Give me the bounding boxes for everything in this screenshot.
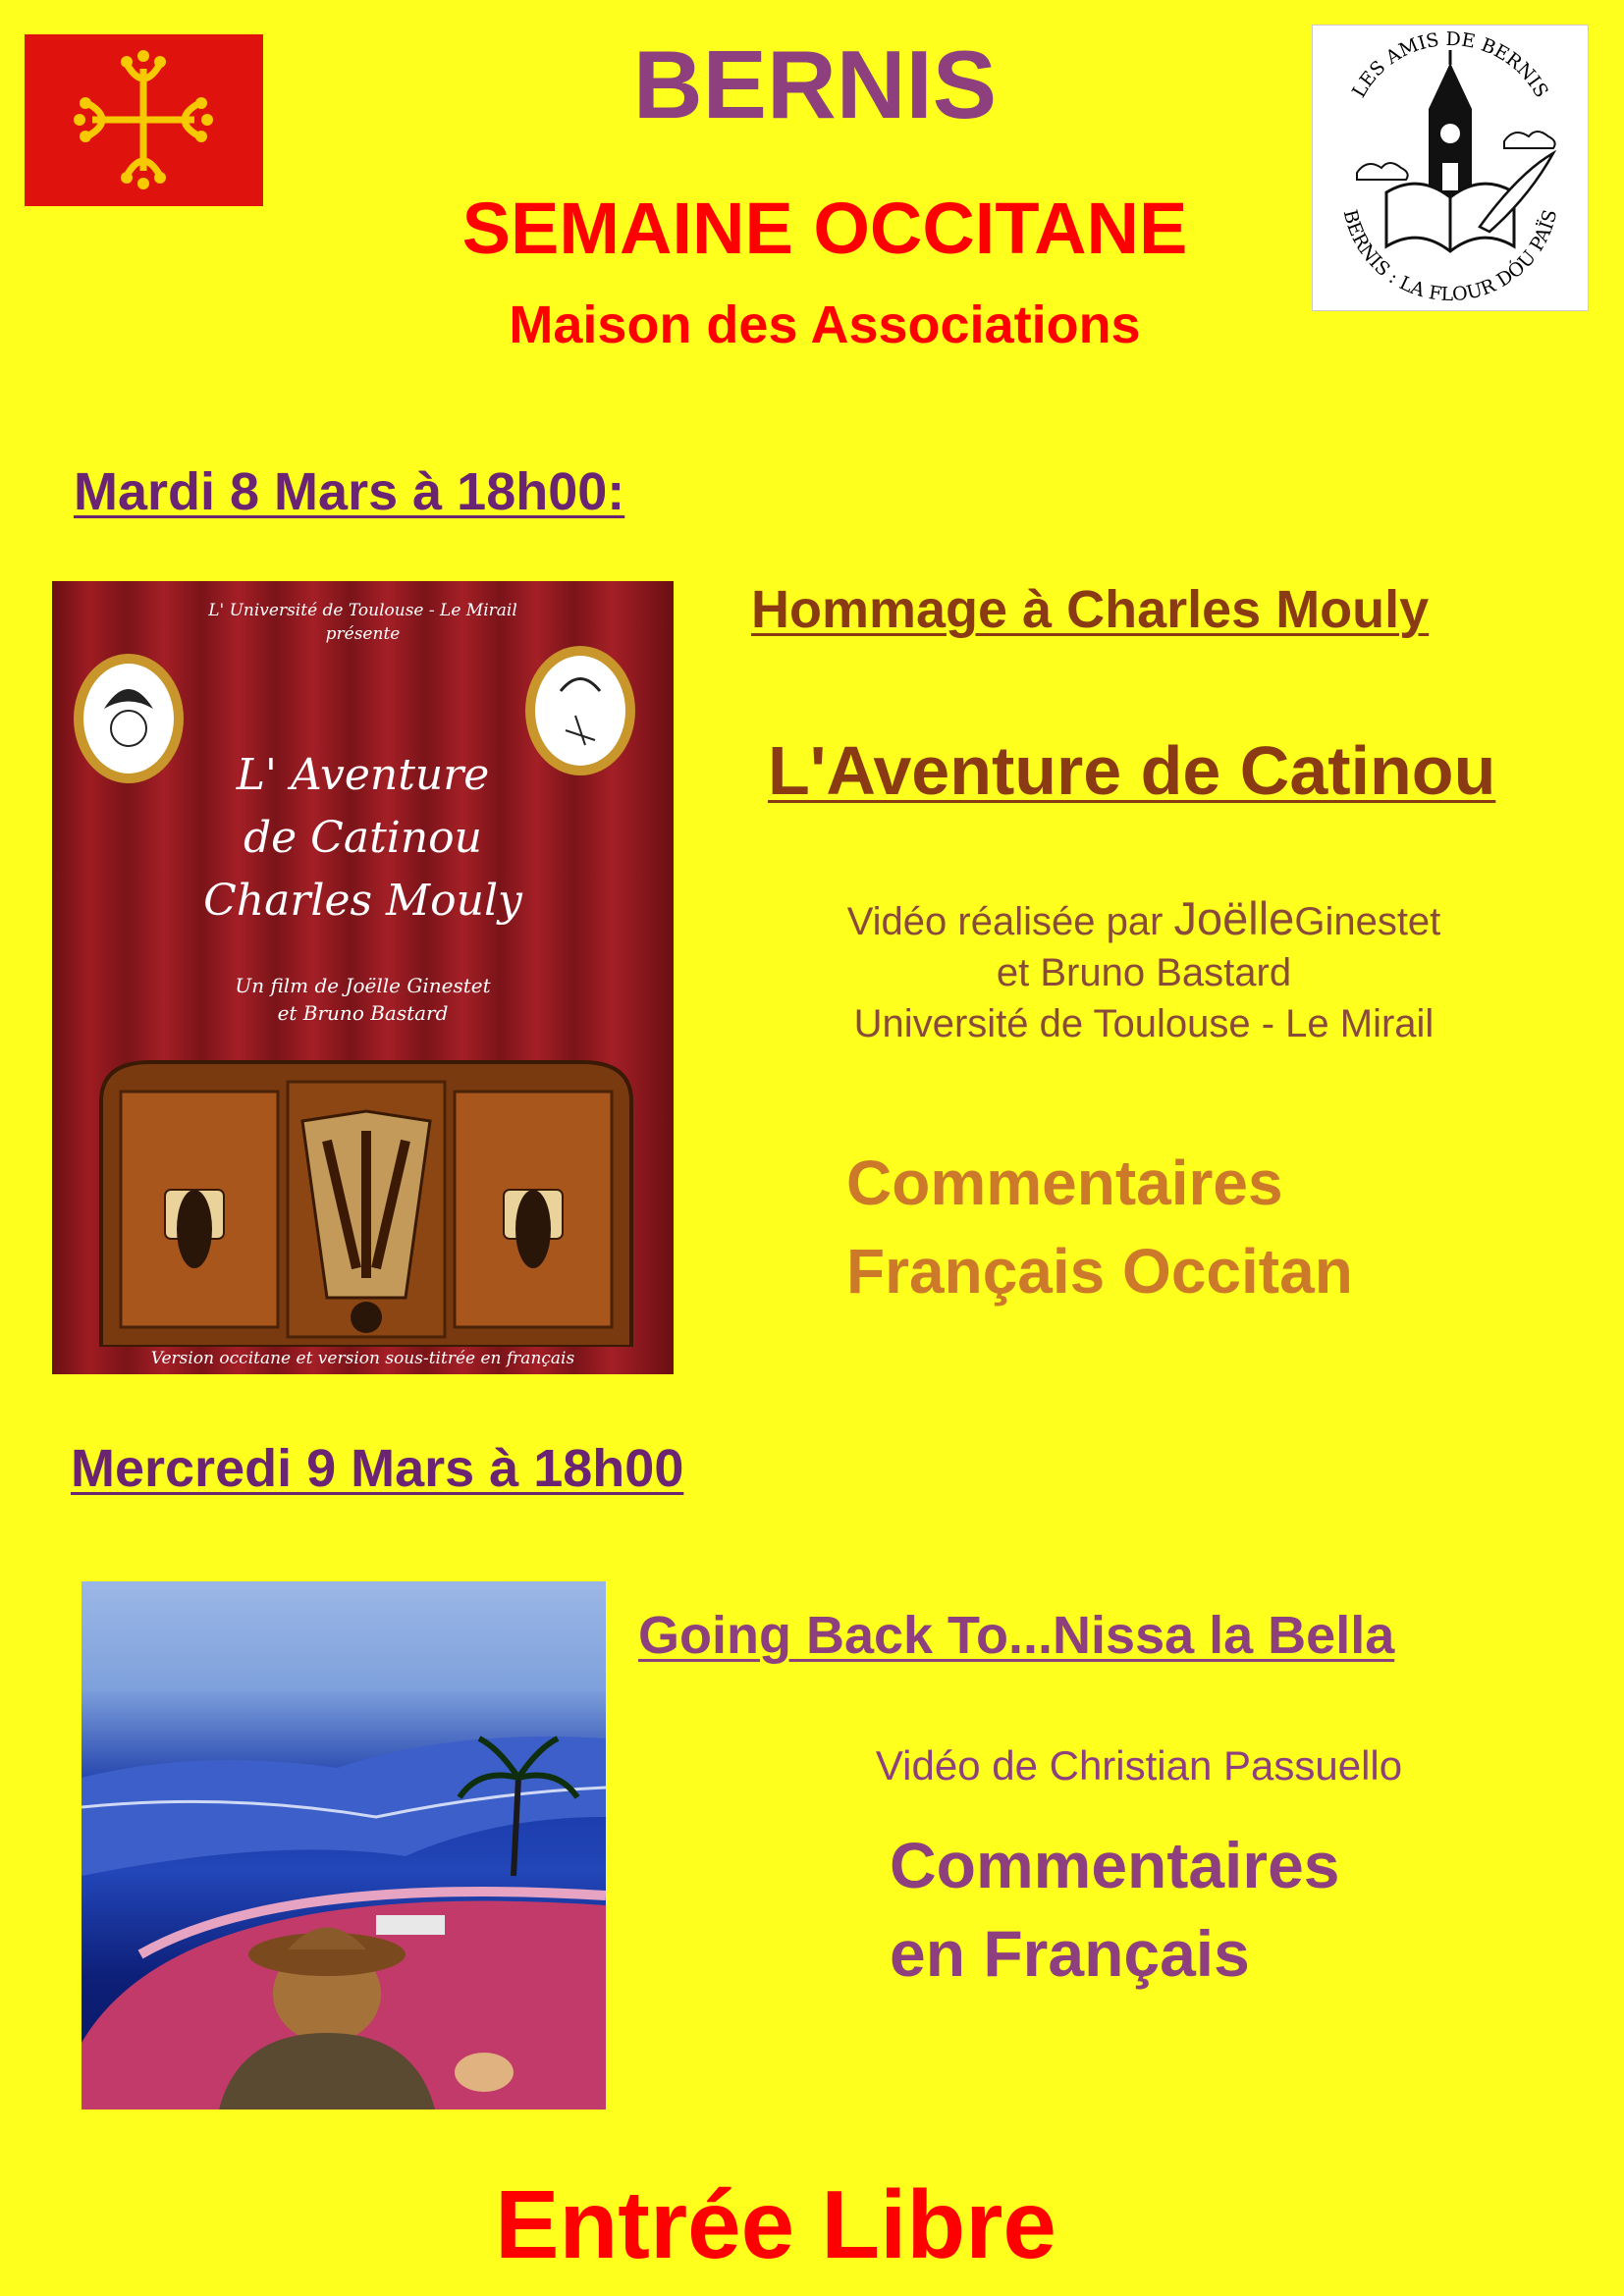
occitan-cross-icon xyxy=(25,34,263,206)
poster-film-by-2: et Bruno Bastard xyxy=(277,1001,449,1025)
venue-title: Maison des Associations xyxy=(509,295,1141,354)
credit-name-joelle: Joëlle xyxy=(1173,892,1295,944)
amis-de-bernis-logo xyxy=(1312,25,1589,311)
credit-line2: et Bruno Bastard xyxy=(996,951,1292,994)
poster-film-by: Un film de Joëlle Ginestet xyxy=(235,974,491,997)
day1-subtitle: Hommage à Charles Mouly xyxy=(751,580,1430,639)
day1-credits xyxy=(756,893,1532,1049)
car-view-illustration-icon xyxy=(81,1581,606,2109)
event-title: SEMAINE OCCITANE xyxy=(461,187,1188,269)
credit-line3: Université de Toulouse - Le Mirail xyxy=(853,1002,1435,1045)
day1-date: Mardi 8 Mars à 18h00: xyxy=(74,462,625,521)
entry-free: Entrée Libre xyxy=(495,2170,1056,2278)
day1-comments xyxy=(846,1139,1353,1315)
nissa-la-bella-poster xyxy=(81,1581,606,2109)
logo-bottom-text: BERNIS : LA FLOUR DÓU PAÏS xyxy=(1338,207,1562,306)
catinou-poster xyxy=(52,581,674,1374)
poster-title-line3: Charles Mouly xyxy=(203,876,522,926)
poster-presenter: L' Université de Toulouse - Le Mirail xyxy=(208,601,517,620)
logo-top-text: LES AMIS DE BERNIS xyxy=(1347,27,1553,102)
credit-prefix: Vidéo réalisée par xyxy=(846,900,1174,943)
day1-comment-line1: Commentaires xyxy=(846,1148,1283,1218)
day2-comment-line2: en Français xyxy=(890,1917,1250,1990)
vintage-radio-icon xyxy=(91,1052,641,1347)
town-title: BERNIS xyxy=(632,30,998,138)
day1-film-title: L'Aventure de Catinou xyxy=(768,732,1496,809)
day2-comments xyxy=(890,1821,1340,1998)
day2-date: Mercredi 9 Mars à 18h00 xyxy=(71,1439,684,1498)
day2-credit: Vidéo de Christian Passuello xyxy=(875,1742,1403,1789)
poster-presents: présente xyxy=(325,624,401,644)
credit-name-ginestet: Ginestet xyxy=(1294,900,1441,943)
day2-film-title: Going Back To...Nissa la Bella xyxy=(638,1606,1395,1665)
poster-title-line1: L' Aventure xyxy=(236,750,490,800)
poster-title-line2: de Catinou xyxy=(243,813,482,863)
occitan-flag xyxy=(25,34,263,206)
day2-comment-line1: Commentaires xyxy=(890,1829,1340,1901)
poster-bottom-note: Version occitane et version sous-titrée en français xyxy=(150,1349,575,1368)
day1-comment-line2: Français Occitan xyxy=(846,1236,1353,1307)
